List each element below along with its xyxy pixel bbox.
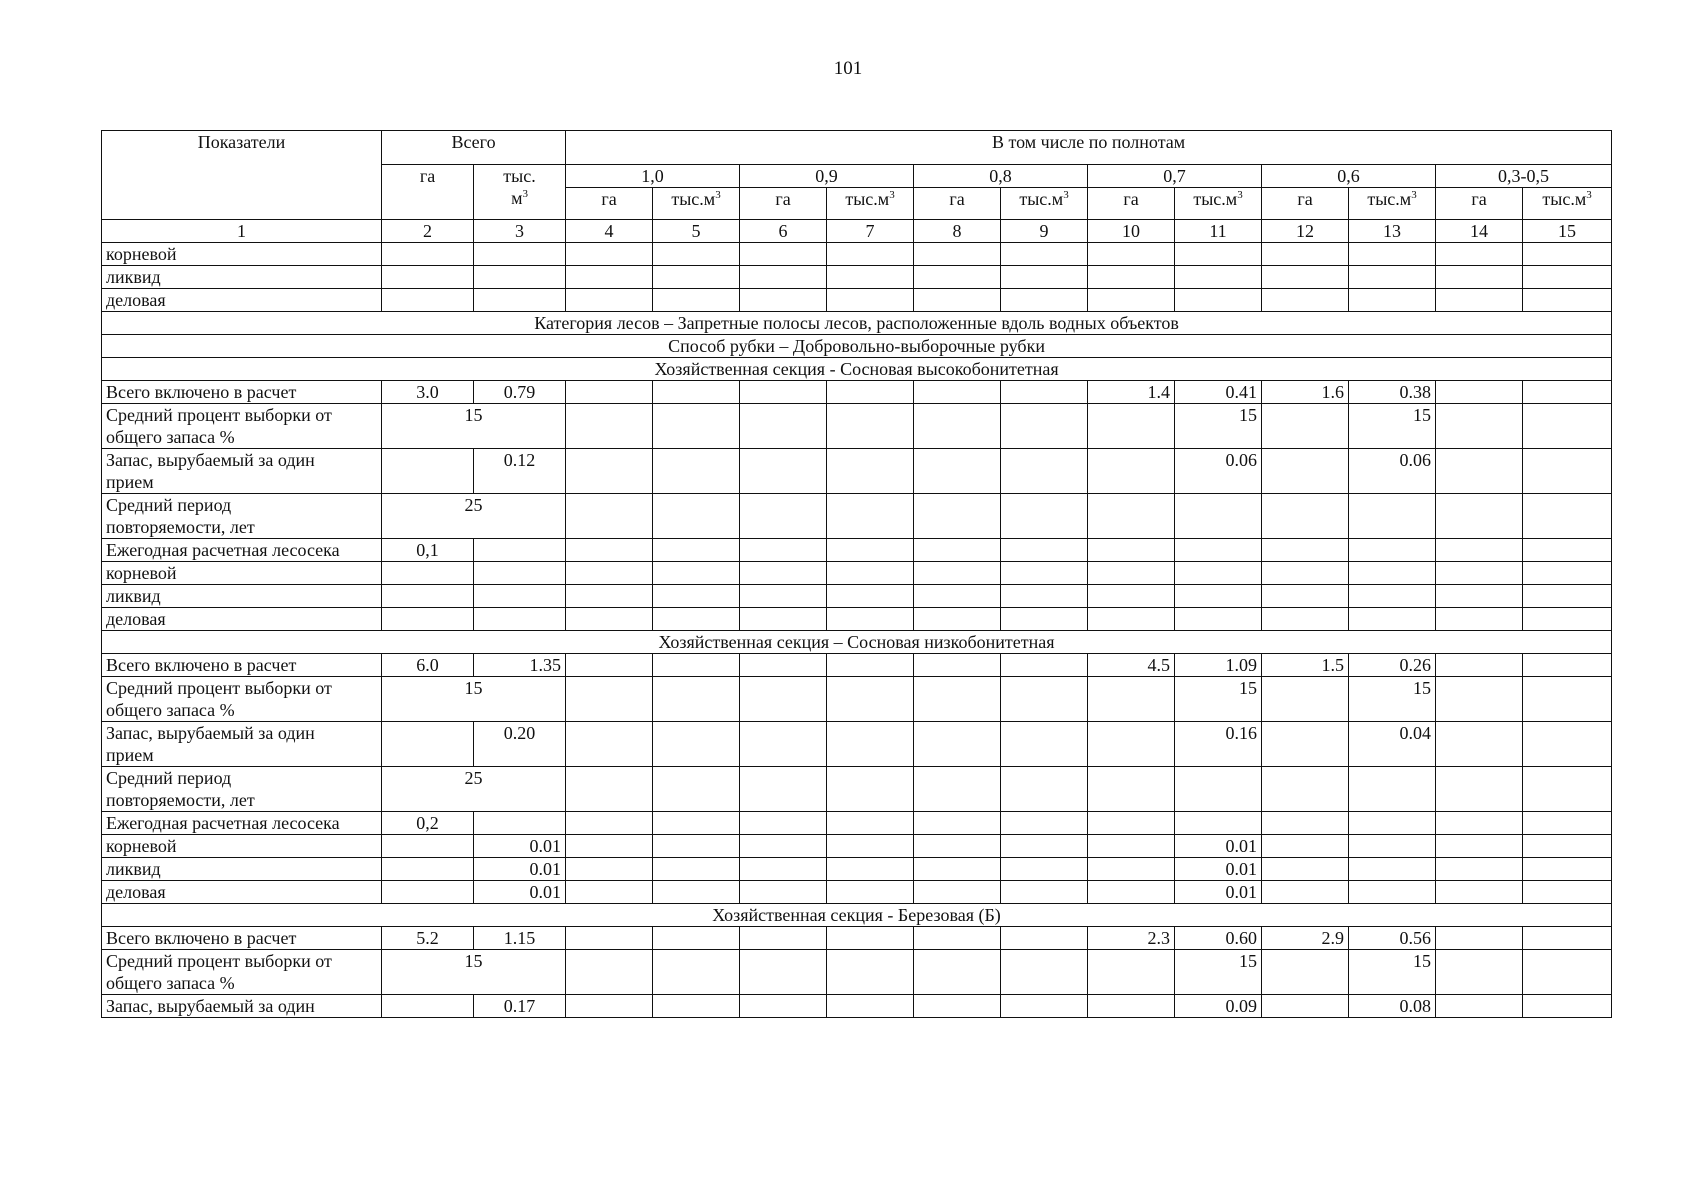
table-row [102, 449, 1612, 494]
table-row [102, 881, 1612, 904]
cell: 3.0 [382, 381, 474, 404]
table-row [102, 585, 1612, 608]
cell: 2.9 [1262, 927, 1349, 950]
table-row [102, 812, 1612, 835]
row-label: Средний процент выборки от общего запаса % [102, 950, 382, 995]
section-title-row [102, 631, 1612, 654]
cell: 1.6 [1262, 381, 1349, 404]
cell: 0,1 [382, 539, 474, 562]
cell: 0.20 [474, 722, 566, 767]
column-number: 12 [1262, 220, 1349, 243]
density-1-0: 1,0 [566, 165, 740, 188]
table-row [102, 927, 1612, 950]
cell: 0.01 [474, 858, 566, 881]
cell: 15 [1349, 677, 1436, 722]
subheader-ha: га [740, 188, 827, 220]
row-label: Запас, вырубаемый за один прием [102, 449, 382, 494]
header-row-1 [102, 131, 1612, 165]
row-label: Средний процент выборки от общего запаса % [102, 677, 382, 722]
cell: 15 [382, 950, 566, 995]
subheader-m3: $тыс.м^3$ [653, 188, 740, 220]
row-label: Средний процент выборки от общего запаса % [102, 404, 382, 449]
column-number: 3 [474, 220, 566, 243]
cell: 0.38 [1349, 381, 1436, 404]
row-label: деловая [102, 608, 382, 631]
cell: 0,2 [382, 812, 474, 835]
cell: 0.01 [1175, 835, 1262, 858]
cell: 6.0 [382, 654, 474, 677]
cell: 0.01 [474, 835, 566, 858]
cell: 0.79 [474, 381, 566, 404]
column-number: 11 [1175, 220, 1262, 243]
cell: 0.41 [1175, 381, 1262, 404]
column-number: 10 [1088, 220, 1175, 243]
cell: 15 [1349, 950, 1436, 995]
table-row [102, 494, 1612, 539]
table-row [102, 539, 1612, 562]
row-label: Ежегодная расчетная лесосека [102, 812, 382, 835]
section-title: Хозяйственная секция - Сосновая высокобонитетная [102, 358, 1612, 381]
section-title-row [102, 904, 1612, 927]
subheader-m3: $тыс.м^3$ [1001, 188, 1088, 220]
row-label: Ежегодная расчетная лесосека [102, 539, 382, 562]
cell: 0.01 [474, 881, 566, 904]
cell: 0.08 [1349, 995, 1436, 1018]
row-label: Всего включено в расчет [102, 654, 382, 677]
table-row [102, 995, 1612, 1018]
density-0-6: 0,6 [1262, 165, 1436, 188]
cell: 2.3 [1088, 927, 1175, 950]
cell: 1.15 [474, 927, 566, 950]
subheader-m3: $тыс.м^3$ [1523, 188, 1612, 220]
cell: 15 [382, 677, 566, 722]
column-number: 13 [1349, 220, 1436, 243]
cell: 0.16 [1175, 722, 1262, 767]
cell: 1.09 [1175, 654, 1262, 677]
density-0-9: 0,9 [740, 165, 914, 188]
table-row [102, 381, 1612, 404]
cell: 1.4 [1088, 381, 1175, 404]
row-label: ликвид [102, 585, 382, 608]
header-total-ha: га [382, 165, 474, 220]
cell: 15 [1175, 677, 1262, 722]
table-row [102, 562, 1612, 585]
method-title: Способ рубки – Добровольно-выборочные рубки [102, 335, 1612, 358]
table-row [102, 654, 1612, 677]
column-number: 4 [566, 220, 653, 243]
section-title: Хозяйственная секция - Березовая (Б) [102, 904, 1612, 927]
column-number: 6 [740, 220, 827, 243]
row-label: корневой [102, 243, 382, 266]
table-row [102, 404, 1612, 449]
cell: 15 [1349, 404, 1436, 449]
cell: 25 [382, 494, 566, 539]
header-total: Всего [382, 131, 566, 165]
row-label: ликвид [102, 266, 382, 289]
cell: 1.35 [474, 654, 566, 677]
table-row [102, 266, 1612, 289]
cell: 0.06 [1175, 449, 1262, 494]
row-label: деловая [102, 289, 382, 312]
column-number: 8 [914, 220, 1001, 243]
row-label: Всего включено в расчет [102, 381, 382, 404]
subheader-m3: $тыс.м^3$ [827, 188, 914, 220]
row-label: Средний период повторяемости, лет [102, 767, 382, 812]
density-0-8: 0,8 [914, 165, 1088, 188]
header-breakdown: В том числе по полнотам [566, 131, 1612, 165]
table-row [102, 677, 1612, 722]
cell: 15 [1175, 950, 1262, 995]
cell: 0.09 [1175, 995, 1262, 1018]
table-row [102, 243, 1612, 266]
section-title-row [102, 358, 1612, 381]
row-label: корневой [102, 835, 382, 858]
subheader-ha: га [1436, 188, 1523, 220]
cell: 0.01 [1175, 858, 1262, 881]
density-0-3-0-5: 0,3-0,5 [1436, 165, 1612, 188]
subheader-ha: га [566, 188, 653, 220]
subheader-ha: га [1262, 188, 1349, 220]
cell: 15 [382, 404, 566, 449]
row-label: деловая [102, 881, 382, 904]
table-row [102, 722, 1612, 767]
table-row [102, 950, 1612, 995]
column-number: 2 [382, 220, 474, 243]
row-label: корневой [102, 562, 382, 585]
cell: 0.01 [1175, 881, 1262, 904]
subheader-ha: га [1088, 188, 1175, 220]
column-number: 7 [827, 220, 914, 243]
row-label: Запас, вырубаемый за один прием [102, 722, 382, 767]
cell: 0.26 [1349, 654, 1436, 677]
cell: 15 [1175, 404, 1262, 449]
page-number: 101 [833, 58, 863, 79]
table-row [102, 858, 1612, 881]
table-row [102, 289, 1612, 312]
subheader-ha: га [914, 188, 1001, 220]
cell: 0.56 [1349, 927, 1436, 950]
cell: 0.06 [1349, 449, 1436, 494]
header-indicators: Показатели [102, 131, 382, 220]
category-title: Категория лесов – Запретные полосы лесов, расположенные вдоль водных объектов [102, 312, 1612, 335]
cell: 0.60 [1175, 927, 1262, 950]
subheader-m3: $тыс.м^3$ [1175, 188, 1262, 220]
category-row [102, 312, 1612, 335]
column-number-row [102, 220, 1612, 243]
cell: 1.5 [1262, 654, 1349, 677]
cell: 0.04 [1349, 722, 1436, 767]
cell: 5.2 [382, 927, 474, 950]
section-title: Хозяйственная секция – Сосновая низкобонитетная [102, 631, 1612, 654]
density-0-7: 0,7 [1088, 165, 1262, 188]
subheader-m3: $тыс.м^3$ [1349, 188, 1436, 220]
column-number: 9 [1001, 220, 1088, 243]
method-row [102, 335, 1612, 358]
cell: 0.17 [474, 995, 566, 1018]
table-row [102, 767, 1612, 812]
row-label: Запас, вырубаемый за один [102, 995, 382, 1018]
row-label: Всего включено в расчет [102, 927, 382, 950]
table-row [102, 608, 1612, 631]
header-total-m3: тыс. $м^3$ [474, 165, 566, 220]
row-label: Средний период повторяемости, лет [102, 494, 382, 539]
cutting-table [101, 130, 1612, 1018]
column-number: 15 [1523, 220, 1612, 243]
column-number: 1 [102, 220, 382, 243]
column-number: 5 [653, 220, 740, 243]
row-label: ликвид [102, 858, 382, 881]
column-number: 14 [1436, 220, 1523, 243]
cell: 4.5 [1088, 654, 1175, 677]
cell: 25 [382, 767, 566, 812]
cell: 0.12 [474, 449, 566, 494]
table-row [102, 835, 1612, 858]
